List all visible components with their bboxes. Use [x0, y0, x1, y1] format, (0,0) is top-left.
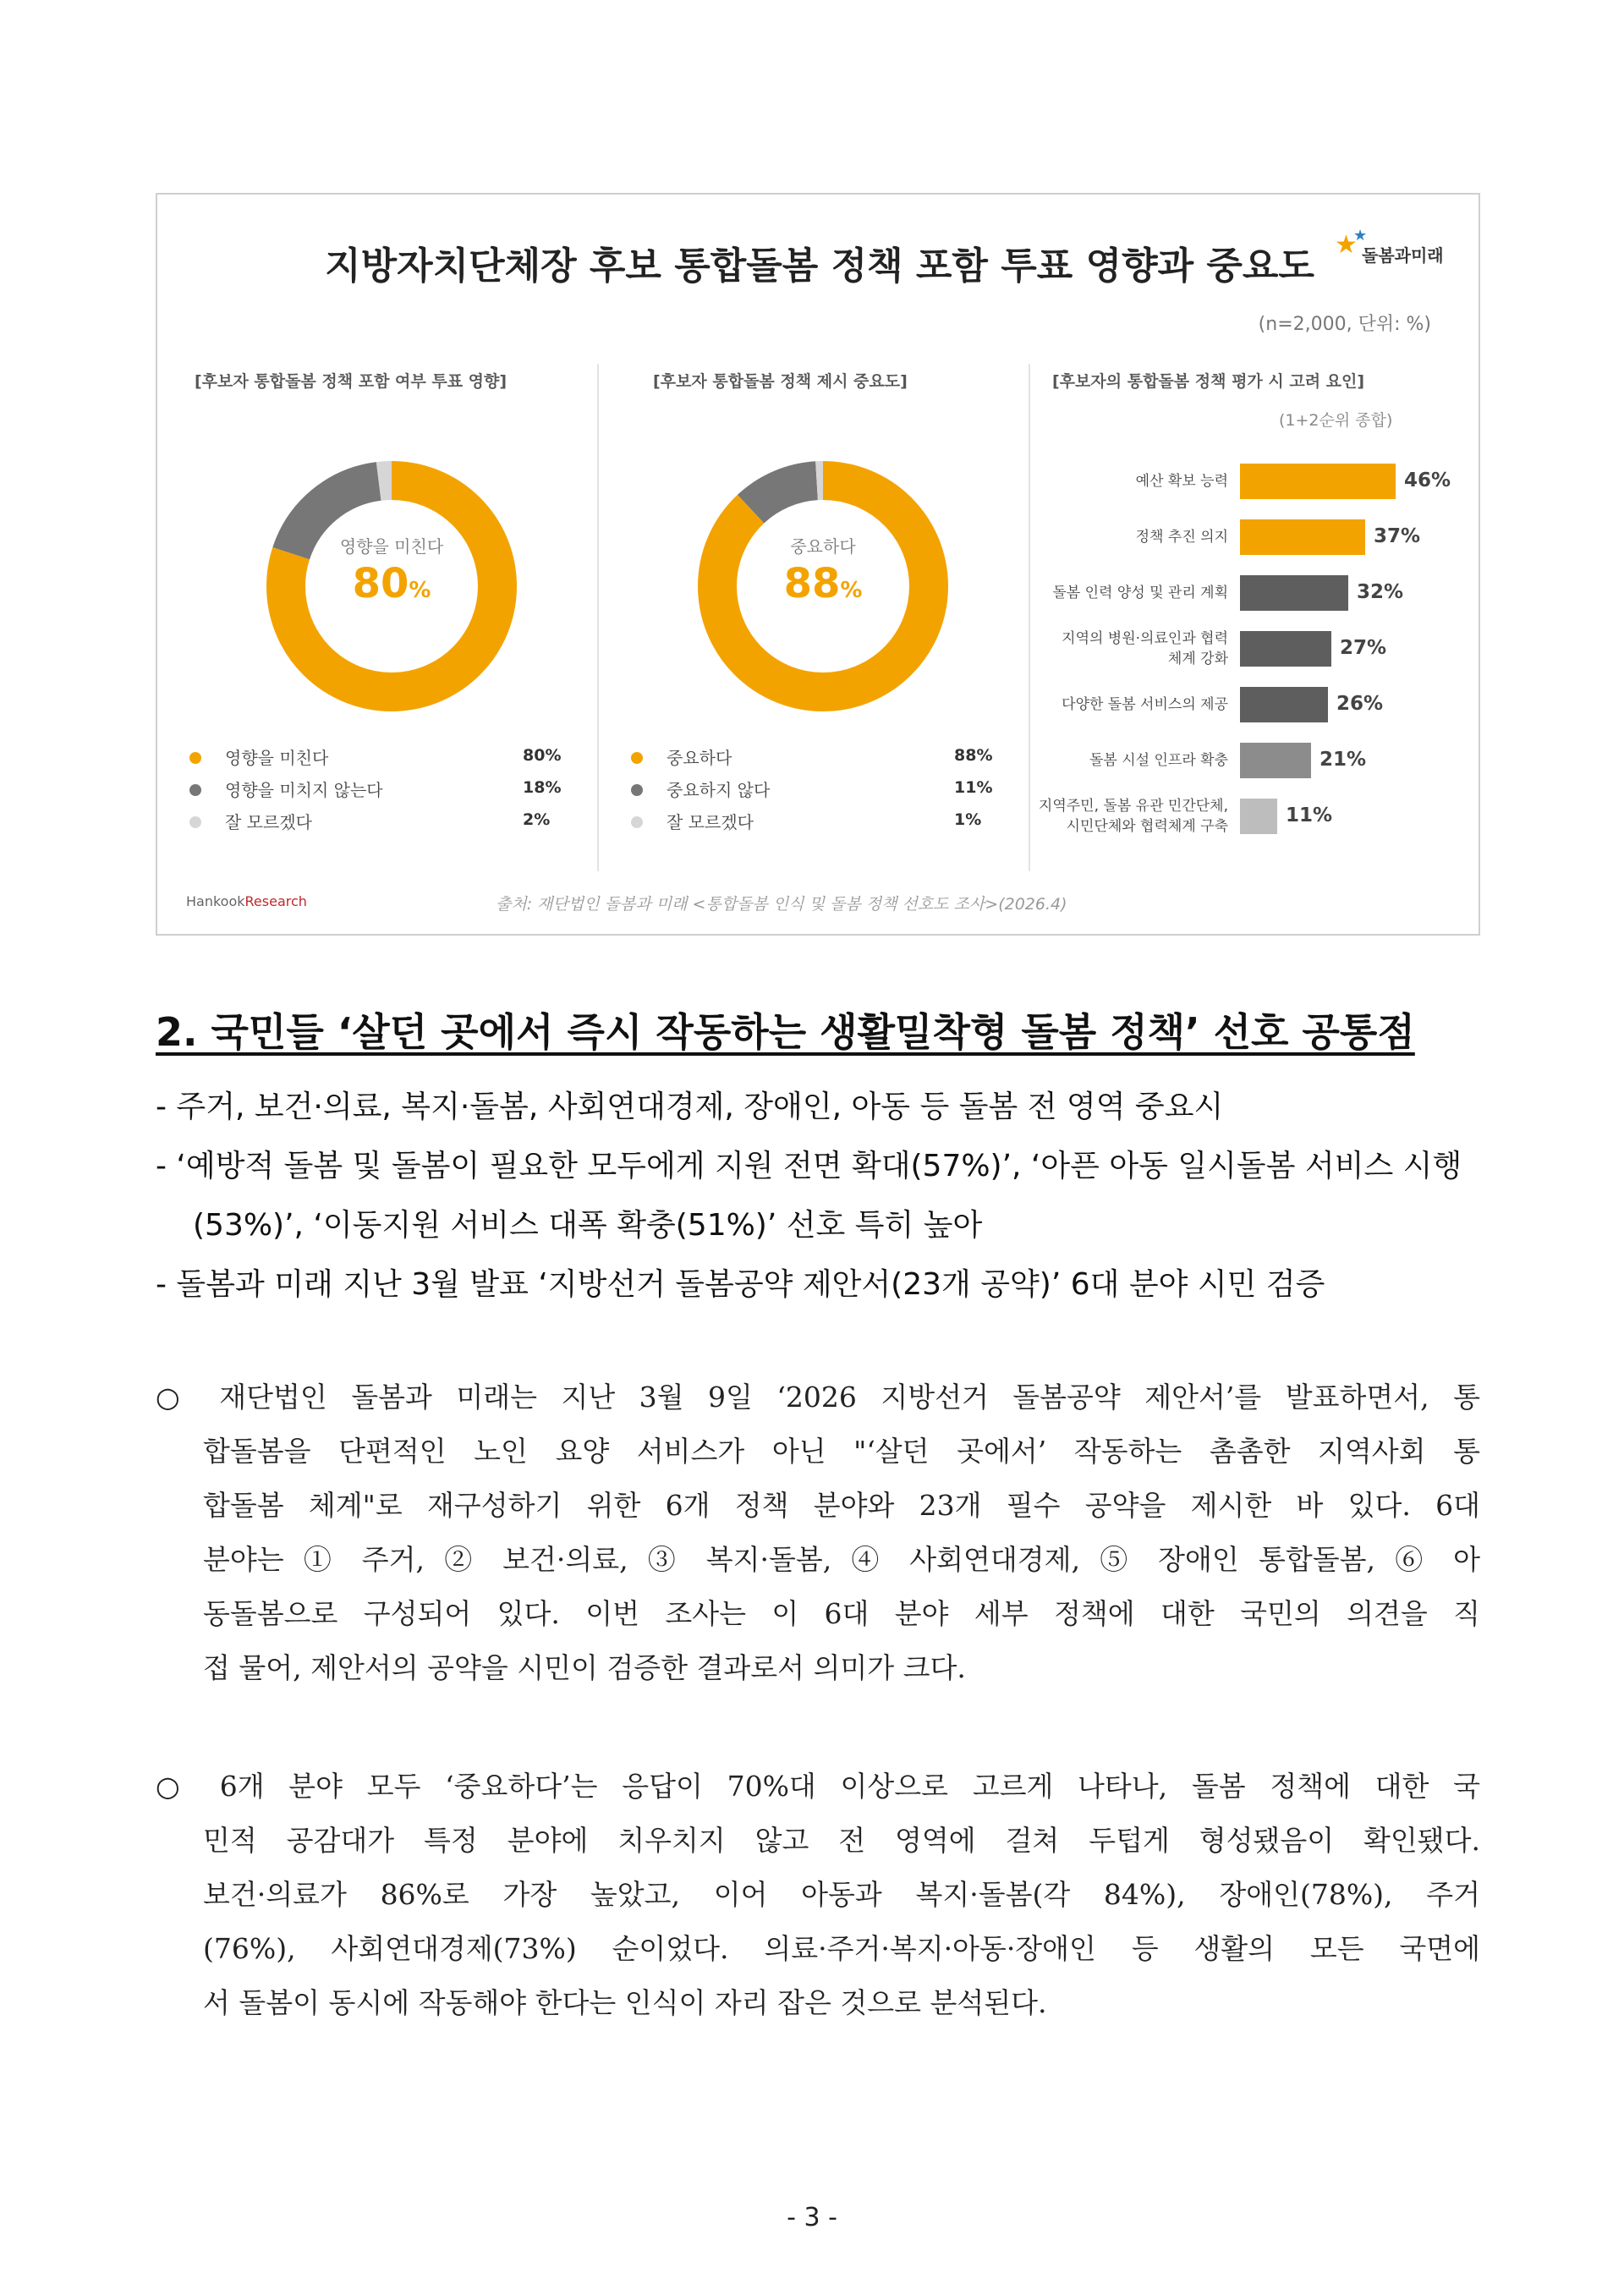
paragraph-1 [156, 1370, 1480, 1695]
donut2-unit: % [840, 578, 863, 603]
legend-label: 잘 모르겠다 [225, 812, 312, 832]
bar-label-line: 지역의 병원·의료인과 협력 [1062, 630, 1228, 647]
bar-label [1037, 796, 1228, 837]
paragraph-line: 보건·의료가 86%로 가장 높았고, 이어 아동과 복지·돌봄(각 84%), 장애인(78%), 주거 [203, 1878, 1480, 1911]
bar-label [1037, 629, 1228, 669]
bar-label [1037, 527, 1228, 547]
section-title: 2. 국민들 ‘살던 곳에서 즉시 작동하는 생활밀착형 돌봄 정책’ 선호 공통점 [156, 1009, 1415, 1055]
bar-label [1037, 750, 1228, 771]
donut1-value: 80 [352, 560, 409, 607]
panel-divider [597, 364, 599, 871]
bar [1240, 799, 1277, 834]
donut2-center-value [692, 560, 954, 607]
figure-title: 지방자치단체장 후보 통합돌봄 정책 포함 투표 영향과 중요도 [325, 244, 1314, 288]
paragraph-line: 분야는 ① 주거, ② 보건·의료, ③ 복지·돌봄, ④ 사회연대경제, ⑤ 장애인 통합돌봄, ⑥ 아 [203, 1543, 1480, 1576]
bar [1240, 464, 1396, 499]
legend-label: 중요하다 [667, 748, 732, 768]
bar-label-line: 체계 강화 [1167, 651, 1228, 667]
paragraph-2 [156, 1760, 1480, 2030]
legend-dot-icon [631, 784, 643, 796]
bar-label-line: 다양한 돌봄 서비스의 제공 [1062, 696, 1228, 713]
bar-label-line: 예산 확보 능력 [1135, 473, 1228, 490]
bar-value-label: 26% [1336, 693, 1384, 715]
legend-label: 중요하지 않다 [667, 780, 771, 800]
bar-label-line: 지역주민, 돌봄 유관 민간단체, [1038, 798, 1228, 815]
logo-text: 돌봄과미래 [1362, 245, 1444, 266]
legend-dot-icon [189, 816, 201, 828]
bar-label-line: 돌봄 인력 양성 및 관리 계획 [1052, 585, 1228, 601]
bar-label [1037, 695, 1228, 715]
legend-value: 11% [954, 778, 993, 797]
donut1-center-label: 영향을 미친다 [339, 536, 444, 557]
legend-value: 88% [954, 746, 993, 765]
bar-label [1037, 583, 1228, 603]
paragraph-line: 민적 공감대가 특정 분야에 치우치지 않고 전 영역에 걸쳐 두텁게 형성됐음이 확인됐다. [203, 1824, 1480, 1857]
source-text: 출처: 재단법인 돌봄과 미래 <통합돌봄 인식 및 돌봄 정책 선호도 조사>(2026.4) [496, 895, 1067, 914]
donut2-value: 88 [783, 560, 841, 607]
legend-value: 1% [954, 810, 982, 829]
paragraph-line: ○ 6개 분야 모두 ‘중요하다’는 응답이 70%대 이상으로 고르게 나타나, 돌봄 정책에 대한 국 [156, 1770, 1480, 1803]
bar-label [1037, 471, 1228, 491]
logo-star-small-icon: ★ [1353, 227, 1368, 244]
bar-value-label: 11% [1286, 804, 1333, 826]
legend-label: 영향을 미친다 [225, 748, 329, 768]
bullet-line-continued: (53%)’, ‘이동지원 서비스 대폭 확충(51%)’ 선호 특히 높아 [193, 1208, 983, 1243]
panel1-title: [후보자 통합돌봄 정책 포함 여부 투표 영향] [195, 372, 508, 391]
paragraph-line: ○ 재단법인 돌봄과 미래는 지난 3월 9일 ‘2026 지방선거 돌봄공약 제안서’를 발표하면서, 통 [156, 1381, 1480, 1414]
bullet-line: - 주거, 보건·의료, 복지·돌봄, 사회연대경제, 장애인, 아동 등 돌봄 전 영역 중요시 [156, 1090, 1224, 1124]
donut1-unit: % [409, 578, 431, 603]
legend-dot-icon [189, 784, 201, 796]
bar [1240, 687, 1328, 722]
source-logo [186, 893, 307, 909]
bar-value-label: 21% [1320, 749, 1367, 771]
bar-value-label: 37% [1374, 525, 1421, 547]
bar-value-label: 46% [1404, 469, 1451, 491]
bar [1240, 743, 1311, 778]
bar [1240, 519, 1365, 555]
legend-label: 잘 모르겠다 [667, 812, 754, 832]
legend-dot-icon [189, 752, 201, 764]
panel3-sub-note: (1+2순위 종합) [1279, 411, 1393, 430]
legend-value: 2% [523, 810, 551, 829]
legend-dot-icon [631, 816, 643, 828]
source-logo-part1: Hankook [186, 893, 245, 909]
legend-value: 18% [523, 778, 562, 797]
panel-divider [1029, 364, 1030, 871]
paragraph-line: 합돌봄을 단편적인 노인 요양 서비스가 아닌 "‘살던 곳에서’ 작동하는 촘촘한 지역사회 통 [203, 1435, 1480, 1468]
panel3-title: [후보자의 통합돌봄 정책 평가 시 고려 요인] [1052, 372, 1365, 391]
legend-label: 영향을 미치지 않는다 [225, 780, 383, 800]
bar-label-line: 돌봄 시설 인프라 확충 [1089, 752, 1228, 769]
donut1-center-value [261, 560, 523, 607]
panel2-title: [후보자 통합돌봄 정책 제시 중요도] [653, 372, 908, 391]
logo-star-icon: ★ [1335, 230, 1358, 260]
paragraph-line: 서 돌봄이 동시에 작동해야 한다는 인식이 자리 잡은 것으로 분석된다. [203, 1986, 1047, 2019]
bar-label-line: 시민단체와 협력체계 구축 [1066, 818, 1228, 835]
paragraph-line: 동돌봄으로 구성되어 있다. 이번 조사는 이 6대 분야 세부 정책에 대한 국민의 의견을 직 [203, 1597, 1480, 1630]
page-number: - 3 - [787, 2203, 837, 2232]
legend-value: 80% [523, 746, 562, 765]
unit-note: (n=2,000, 단위: %) [1258, 314, 1431, 335]
bar [1240, 631, 1331, 667]
paragraph-line: 접 물어, 제안서의 공약을 시민이 검증한 결과로서 의미가 크다. [203, 1651, 966, 1684]
bar [1240, 575, 1348, 611]
bullet-line: - 돌봄과 미래 지난 3월 발표 ‘지방선거 돌봄공약 제안서(23개 공약)’ 6대 분야 시민 검증 [156, 1267, 1325, 1302]
paragraph-line: (76%), 사회연대경제(73%) 순이었다. 의료·주거·복지·아동·장애인 등 생활의 모든 국면에 [203, 1932, 1480, 1965]
source-logo-part2: Research [244, 893, 307, 909]
bar-label-line: 정책 추진 의지 [1135, 529, 1228, 546]
bullet-line: - ‘예방적 돌봄 및 돌봄이 필요한 모두에게 지원 전면 확대(57%)’, ‘아픈 아동 일시돌봄 서비스 시행 [156, 1149, 1462, 1183]
paragraph-line: 합돌봄 체계"로 재구성하기 위한 6개 정책 분야와 23개 필수 공약을 제시한 바 있다. 6대 [203, 1489, 1480, 1522]
bar-value-label: 32% [1357, 581, 1404, 603]
donut2-center-label: 중요하다 [790, 536, 856, 557]
legend-dot-icon [631, 752, 643, 764]
bar-value-label: 27% [1340, 637, 1387, 659]
survey-figure [156, 193, 1480, 936]
